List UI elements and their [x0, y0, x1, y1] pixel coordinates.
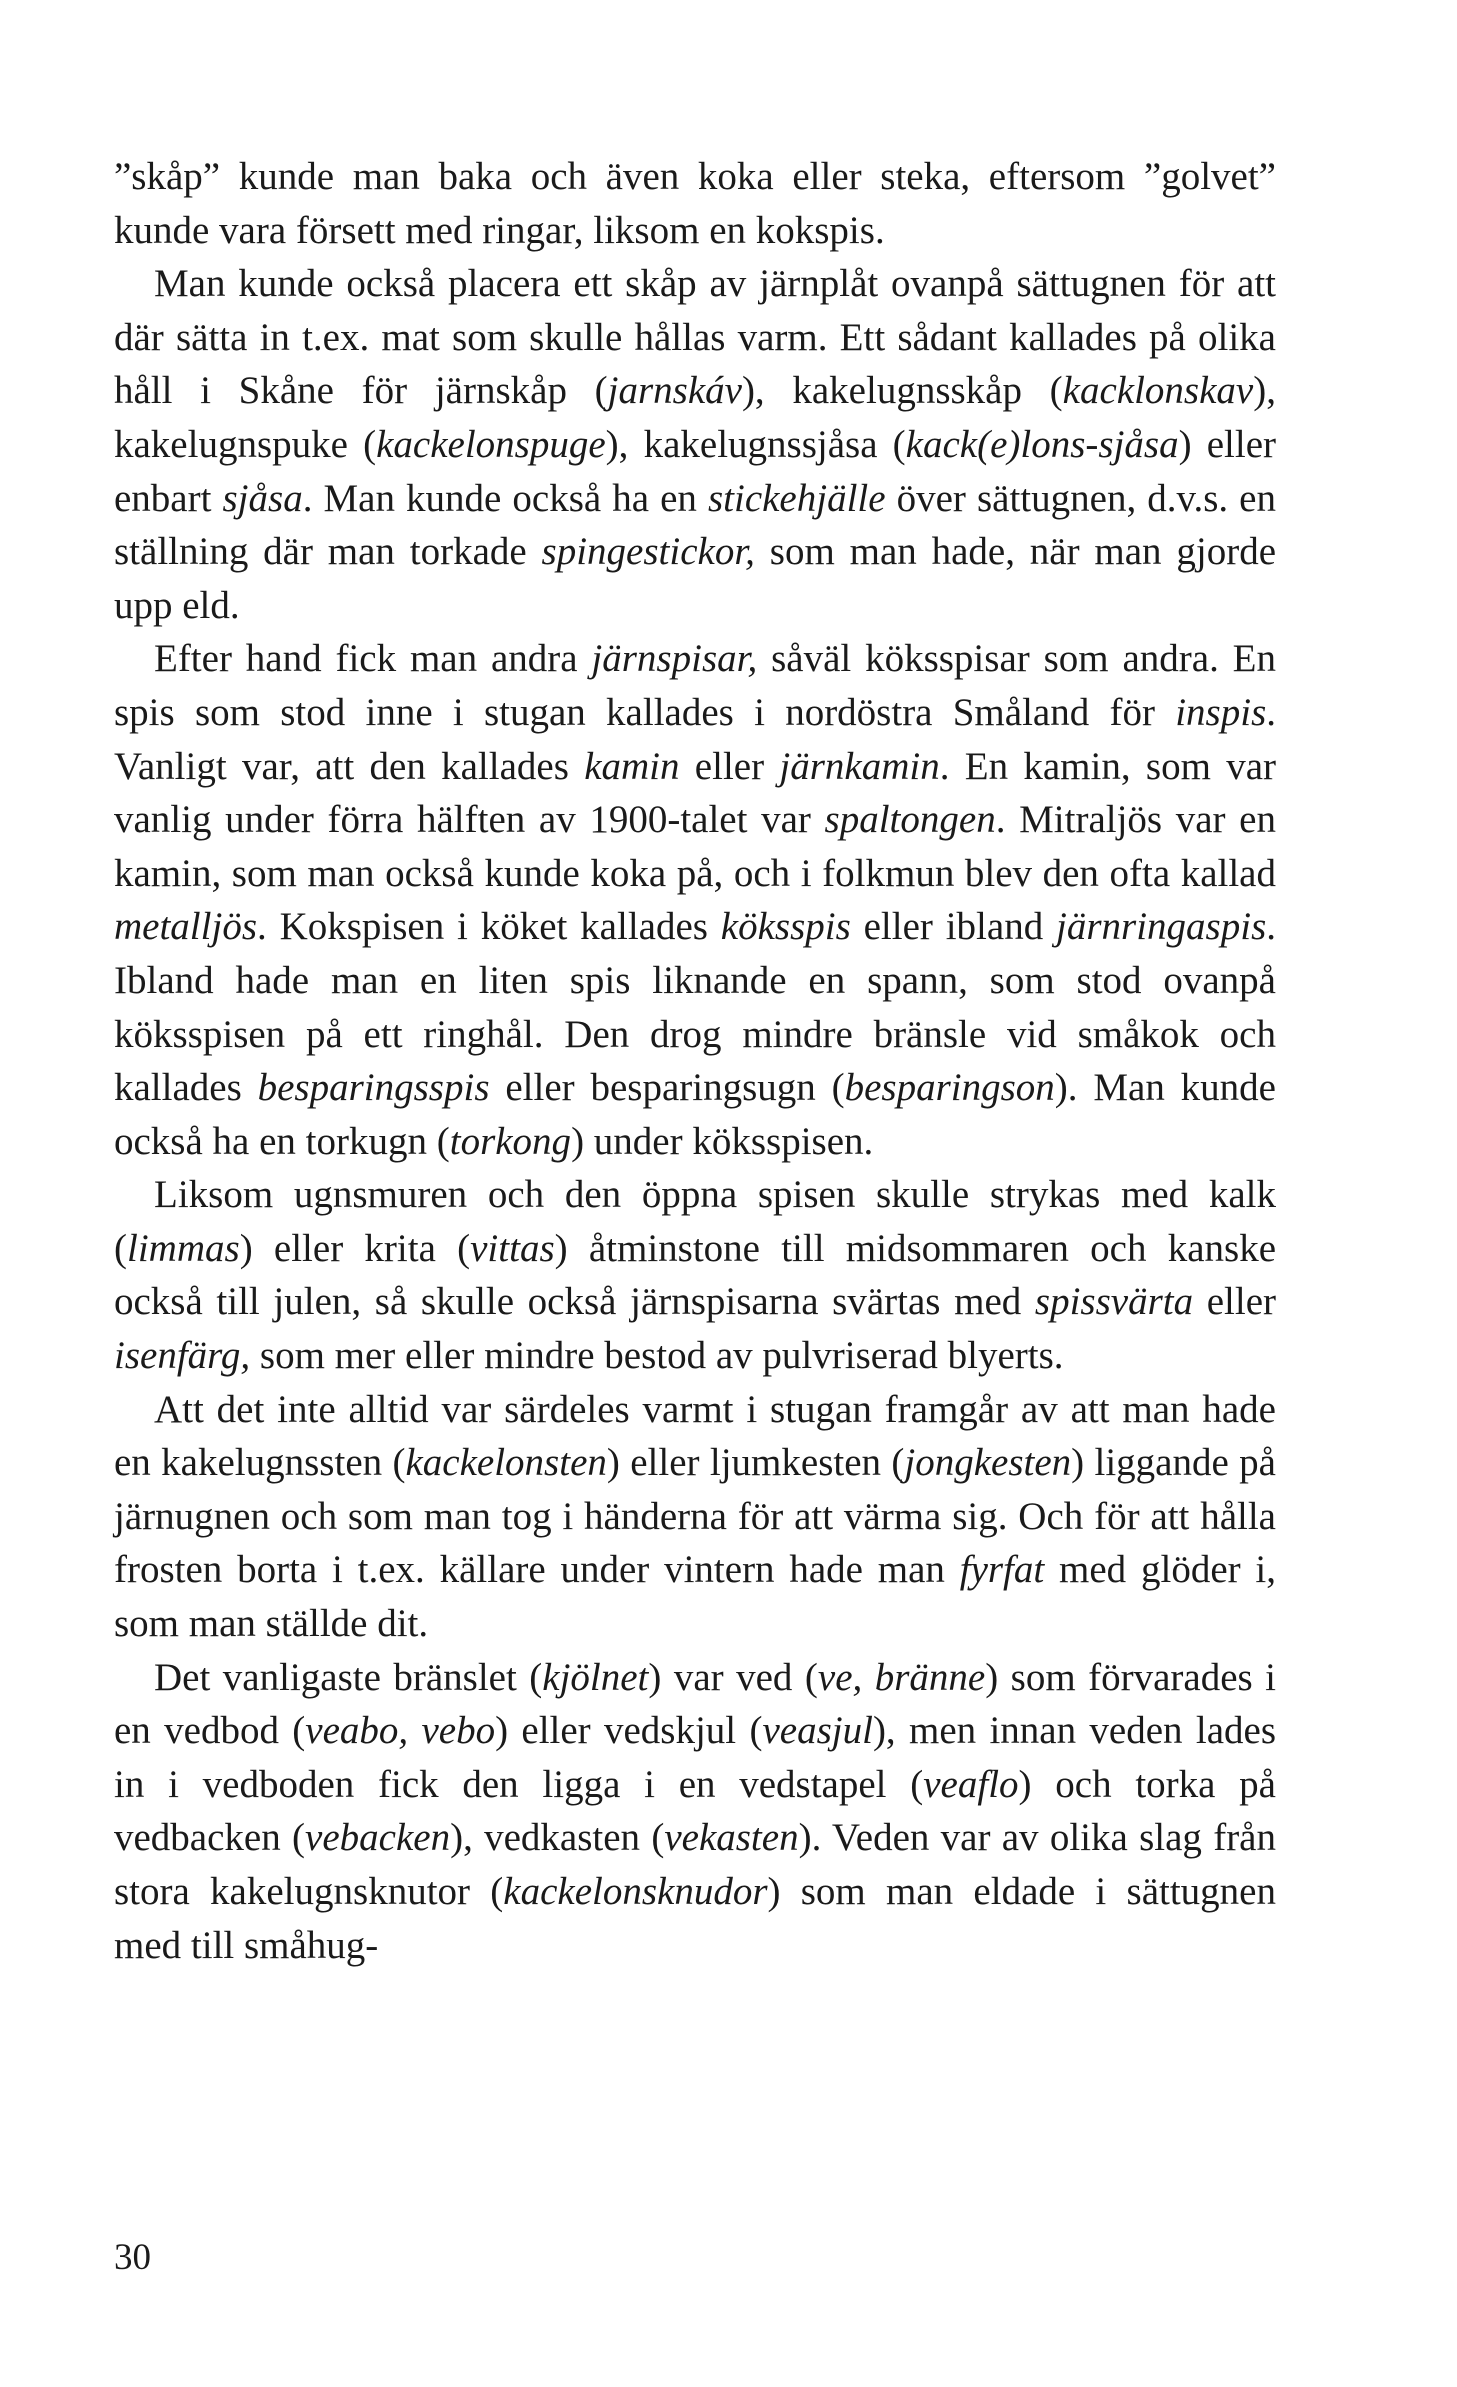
italic-term: vittas — [470, 1226, 555, 1270]
text-run: ), men innan veden lades in i vedboden fick den ligga i en vedstapel ( — [114, 1709, 1277, 1806]
italic-term: järnspisar, — [591, 637, 758, 681]
text-run: ) eller vedskjul ( — [495, 1709, 763, 1753]
italic-term: vebacken — [305, 1816, 451, 1860]
text-run: som mer eller mindre bestod av pulvriserad blyerts. — [250, 1334, 1064, 1378]
italic-term: kack(e)lons-sjåsa — [905, 422, 1179, 466]
paragraph — [114, 632, 1276, 1168]
paragraph — [114, 257, 1276, 632]
text-run: Att det inte alltid var särdeles varmt i stugan framgår av att man hade en kakelugnssten ( — [114, 1387, 1276, 1485]
italic-term: spaltongen — [824, 798, 996, 842]
text-run: ”skåp” kunde man baka och även koka eller steka, eftersom ”golvet” kunde vara försett med ringar, liksom en kokspis. — [114, 155, 1276, 252]
italic-term: veasjul — [762, 1709, 873, 1753]
text-run: eller besparingsugn ( — [489, 1066, 845, 1110]
text-run: med glöder i, som man ställde dit. — [114, 1548, 1276, 1646]
text-run: Man kunde också placera ett skåp av järnplåt ovanpå sättugnen för att där sätta in t.ex. mat som skulle hållas varm. Ett sådant kallades på olika håll i Skåne för järnskåp ( — [114, 262, 1276, 413]
paragraph — [114, 150, 1276, 257]
text-run: eller — [679, 744, 780, 788]
text-run: ) eller krita ( — [239, 1226, 471, 1270]
text-run: . Mitraljös var en kamin, som man också kunde koka på, och i folkmun blev den ofta kallad — [114, 798, 1276, 895]
italic-term: isenfärg, — [114, 1334, 251, 1378]
text-run: ). Veden var av olika slag från stora kakelugnsknutor ( — [114, 1816, 1276, 1913]
text-run: Det vanligaste bränslet ( — [154, 1655, 543, 1699]
italic-term: kamin — [584, 744, 680, 788]
italic-term: vekasten — [664, 1816, 799, 1860]
italic-term: kjölnet — [542, 1655, 649, 1699]
italic-term: inspis — [1175, 690, 1267, 734]
paragraph — [114, 1168, 1276, 1382]
italic-term: kackelonspuge — [376, 422, 606, 466]
italic-term: torkong — [449, 1119, 572, 1163]
italic-term: sjåsa — [222, 476, 303, 520]
text-run: ), kakelugnsskåp ( — [741, 369, 1063, 413]
italic-term: limmas — [127, 1226, 240, 1270]
italic-term: besparingson — [844, 1066, 1055, 1110]
italic-term: fyrfat — [959, 1548, 1045, 1592]
text-run: ). Man kunde också ha en torkugn ( — [114, 1066, 1276, 1163]
text-run: ) som förvarades i en vedbod ( — [114, 1655, 1277, 1753]
italic-term: stickehjälle — [707, 476, 886, 520]
italic-term: köksspis — [720, 905, 851, 949]
italic-term: jongkesten — [904, 1441, 1072, 1485]
italic-term: ve, bränne — [817, 1655, 986, 1699]
text-run: såväl köksspisar som andra. En spis som stod inne i stugan kallades i nordöstra Småland för — [114, 637, 1276, 734]
italic-term: veabo, vebo — [305, 1709, 496, 1753]
text-run: ) eller ljumkesten ( — [606, 1441, 905, 1485]
text-run: . En kamin, som var vanlig under förra hälften av 1900-talet var — [114, 744, 1276, 842]
paragraph — [114, 1651, 1276, 1973]
italic-term: spingestickor, — [541, 530, 755, 574]
italic-term: järnkamin — [779, 744, 940, 788]
page-number: 30 — [114, 2237, 151, 2278]
italic-term: veaflo — [923, 1762, 1019, 1806]
text-run: ) som man eldade i sättugnen med till småhug- — [114, 1870, 1276, 1967]
text-run: ) var ved ( — [648, 1655, 818, 1699]
italic-term: kacklonskav — [1062, 369, 1254, 413]
text-run: Liksom ugnsmuren och den öppna spisen skulle strykas med kalk ( — [114, 1173, 1276, 1270]
text-run: ) liggande på järnugnen och som man tog i händerna för att värma sig. Och för att hålla frosten borta i t.ex. källare under vintern hade man — [114, 1441, 1276, 1592]
text-run: ), vedkasten ( — [450, 1816, 665, 1860]
paragraph — [114, 1383, 1276, 1651]
italic-term: jarnskáv — [607, 369, 742, 413]
text-run: Efter hand fick man andra — [154, 637, 592, 681]
text-run: . Man kunde också ha en — [302, 476, 708, 520]
italic-term: kackelonsten — [405, 1441, 607, 1485]
italic-term: metalljös — [114, 905, 257, 949]
italic-term: besparingsspis — [257, 1066, 490, 1110]
text-run: ) under köksspisen. — [571, 1119, 874, 1163]
text-run: . Kokspisen i köket kallades — [257, 905, 721, 949]
italic-term: spissvärta — [1034, 1280, 1194, 1324]
text-run: . Vanligt var, att den kallades — [114, 690, 1276, 788]
text-run: ), kakelugnspuke ( — [114, 369, 1276, 466]
text-run: över sättugnen, d.v.s. en ställning där man torkade — [114, 476, 1276, 574]
italic-term: kackelonsknudor — [503, 1870, 768, 1913]
text-run: ) åtminstone till midsommaren och kanske också till julen, så skulle också järnspisarna svärtas med — [114, 1226, 1276, 1324]
italic-term: järnringaspis — [1056, 905, 1267, 949]
text-run: som man hade, när man gjorde upp eld. — [114, 530, 1277, 627]
text-run: ) eller enbart — [114, 422, 1277, 520]
text-run: ) och torka på vedbacken ( — [114, 1762, 1276, 1860]
text-run: eller ibland — [850, 905, 1057, 949]
text-run: ), kakelugnssjåsa ( — [605, 422, 906, 466]
body-text — [114, 150, 1276, 1972]
text-run: . Ibland hade man en liten spis liknande en spann, som stod ovanpå köksspisen på ett ringhål. Den drog mindre bränsle vid småkok och kallades — [114, 905, 1276, 1110]
text-run: eller — [1193, 1280, 1277, 1324]
